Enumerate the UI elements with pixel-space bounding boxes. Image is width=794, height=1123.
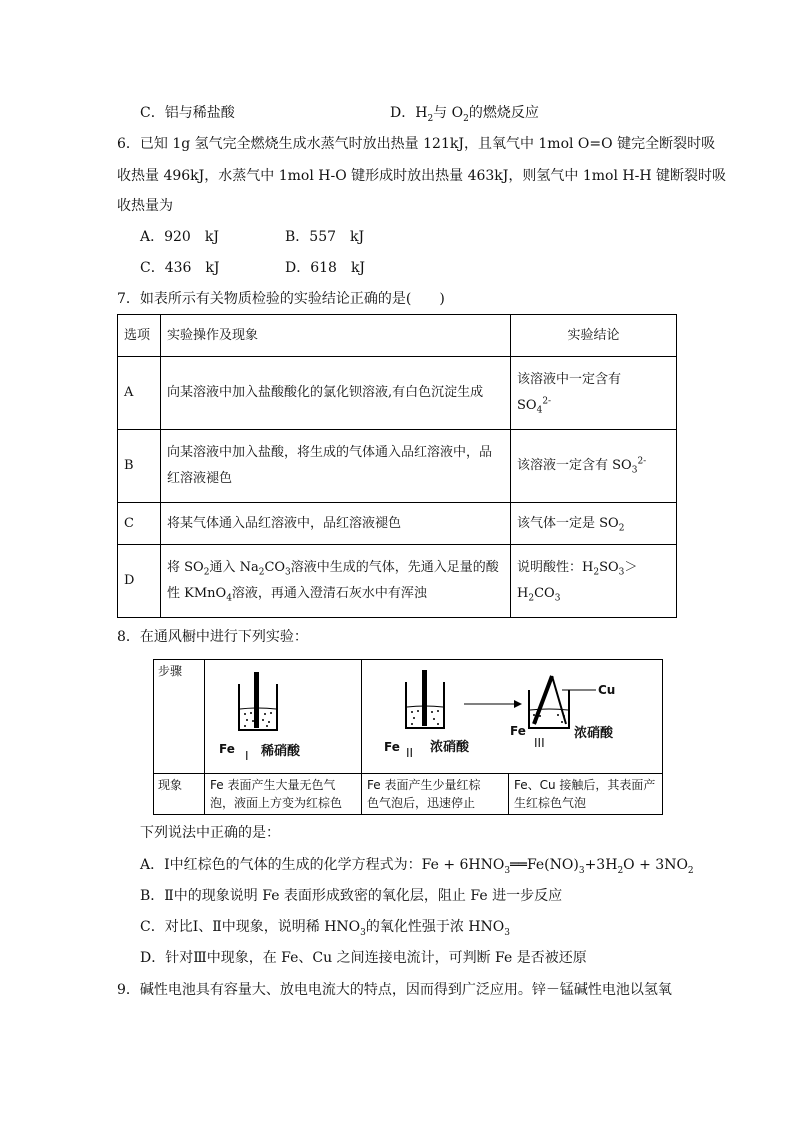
q5-option-c: C．铝与稀盐酸 — [140, 105, 235, 121]
q8-option-d: D．针对Ⅲ中现象，在 Fe、Cu 之间连接电流计，可判断 Fe 是否被还原 — [140, 950, 587, 966]
q8-table — [153, 659, 663, 815]
header-conclusion: 实验结论 — [511, 315, 677, 357]
row-operation: 将 $SO_2$通入 $Na_2CO_3$溶液中生成的气体，先通入足量的酸 性 KMnO$_4$溶液，再通入澄清石灰水中有浑浊 — [161, 545, 511, 618]
row-option: A — [118, 357, 161, 430]
row-label-step: 步骤 — [154, 660, 205, 774]
q7-table — [117, 314, 677, 618]
q8-stem: 8．在通风橱中进行下列实验： — [117, 629, 308, 645]
arrow-head — [514, 700, 522, 708]
observation-1: Fe 表面产生大量无色气 泡，液面上方变为红棕色 — [205, 774, 362, 815]
cu-wire — [552, 676, 566, 724]
experiment-figure-1 — [205, 660, 362, 774]
q6-option-a: A．920 kJ — [140, 229, 219, 245]
header-option: 选项 — [118, 315, 161, 357]
table-row — [118, 545, 677, 618]
q6-option-d: D．618 kJ — [285, 260, 366, 276]
fig3-roman-label: III — [534, 736, 545, 750]
fe-rod — [254, 672, 259, 728]
fe-rod — [422, 670, 427, 726]
row-conclusion: 该溶液中一定含有 $SO_4^{2-}$ — [511, 357, 677, 430]
q7-stem: 7．如表所示有关物质检验的实验结论正确的是( ) — [117, 291, 445, 307]
row-operation: 向某溶液中加入盐酸酸化的氯化钡溶液,有白色沉淀生成 — [161, 357, 511, 430]
q8-option-a: A．Ⅰ中红棕色的气体的生成的化学方程式为：$Fe + 6HNO_3══Fe(NO)_3+3H_2O + 3NO_2$ — [140, 857, 694, 876]
fe-wire — [534, 676, 552, 724]
row-operation: 将某气体通入品红溶液中，品红溶液褪色 — [161, 503, 511, 545]
q6-option-c: C．436 kJ — [140, 260, 220, 276]
table-row — [154, 660, 663, 774]
row-operation: 向某溶液中加入盐酸，将生成的气体通入品红溶液中，品 红溶液褪色 — [161, 430, 511, 503]
q9-stem-line1: 9．碱性电池具有容量大、放电电流大的特点，因而得到广泛应用。锌－锰碱性电池以氢氧 — [117, 982, 672, 998]
q6-stem-line3: 收热量为 — [117, 198, 173, 214]
row-conclusion: 说明酸性：$H_2SO_3>$ $H_2CO_3$ — [511, 545, 677, 618]
q6-stem-line2: 收热量 496kJ，水蒸气中 1mol H-O 键形成时放出热量 463kJ，则氢气中 1mol H-H 键断裂时吸 — [117, 168, 726, 184]
q6-option-b: B．557 kJ — [285, 229, 365, 245]
fig3-metal-label: Fe — [510, 724, 526, 738]
observation-3: Fe、Cu 接触后，其表面产 生红棕色气泡 — [509, 774, 663, 815]
fig1-roman-label: I — [245, 749, 249, 763]
row-option: C — [118, 503, 161, 545]
fig3-acid-label: 浓硝酸 — [574, 726, 614, 741]
row-conclusion: 该气体一定是 $SO_2$ — [511, 503, 677, 545]
observation-2: Fe 表面产生少量红棕 色气泡后，迅速停止 — [362, 774, 509, 815]
row-label-observation: 现象 — [154, 774, 205, 815]
fig2-metal-label: Fe — [384, 740, 400, 754]
row-conclusion: 该溶液一定含有 $SO_3^{2-}$ — [511, 430, 677, 503]
table-row — [118, 357, 677, 430]
q5-option-d: D．$H_2$与 $O_2$的燃烧反应 — [390, 105, 539, 124]
row-option: D — [118, 545, 161, 618]
table-header-row — [118, 315, 677, 357]
experiment-figure-2-3 — [362, 660, 663, 774]
fig3-cu-label: Cu — [598, 683, 616, 697]
q8-lead: 下列说法中正确的是： — [140, 825, 280, 841]
table-row — [154, 774, 663, 815]
q8-option-b: B．Ⅱ中的现象说明 Fe 表面形成致密的氧化层，阻止 Fe 进一步反应 — [140, 888, 563, 904]
fig2-roman-label: II — [406, 746, 414, 760]
q8-option-c: C．对比Ⅰ、Ⅱ中现象，说明稀 $HNO_3$的氧化性强于浓 $HNO_3$ — [140, 919, 511, 938]
fig1-metal-label: Fe — [219, 742, 235, 756]
table-row — [118, 503, 677, 545]
fig1-acid-label: 稀硝酸 — [261, 744, 301, 759]
header-operation: 实验操作及现象 — [161, 315, 511, 357]
q6-stem-line1: 6．已知 1g 氢气完全燃烧生成水蒸气时放出热量 121kJ，且氧气中 1mol O=O 键完全断裂时吸 — [117, 136, 716, 152]
row-option: B — [118, 430, 161, 503]
table-row — [118, 430, 677, 503]
fig2-acid-label: 浓硝酸 — [430, 740, 470, 755]
